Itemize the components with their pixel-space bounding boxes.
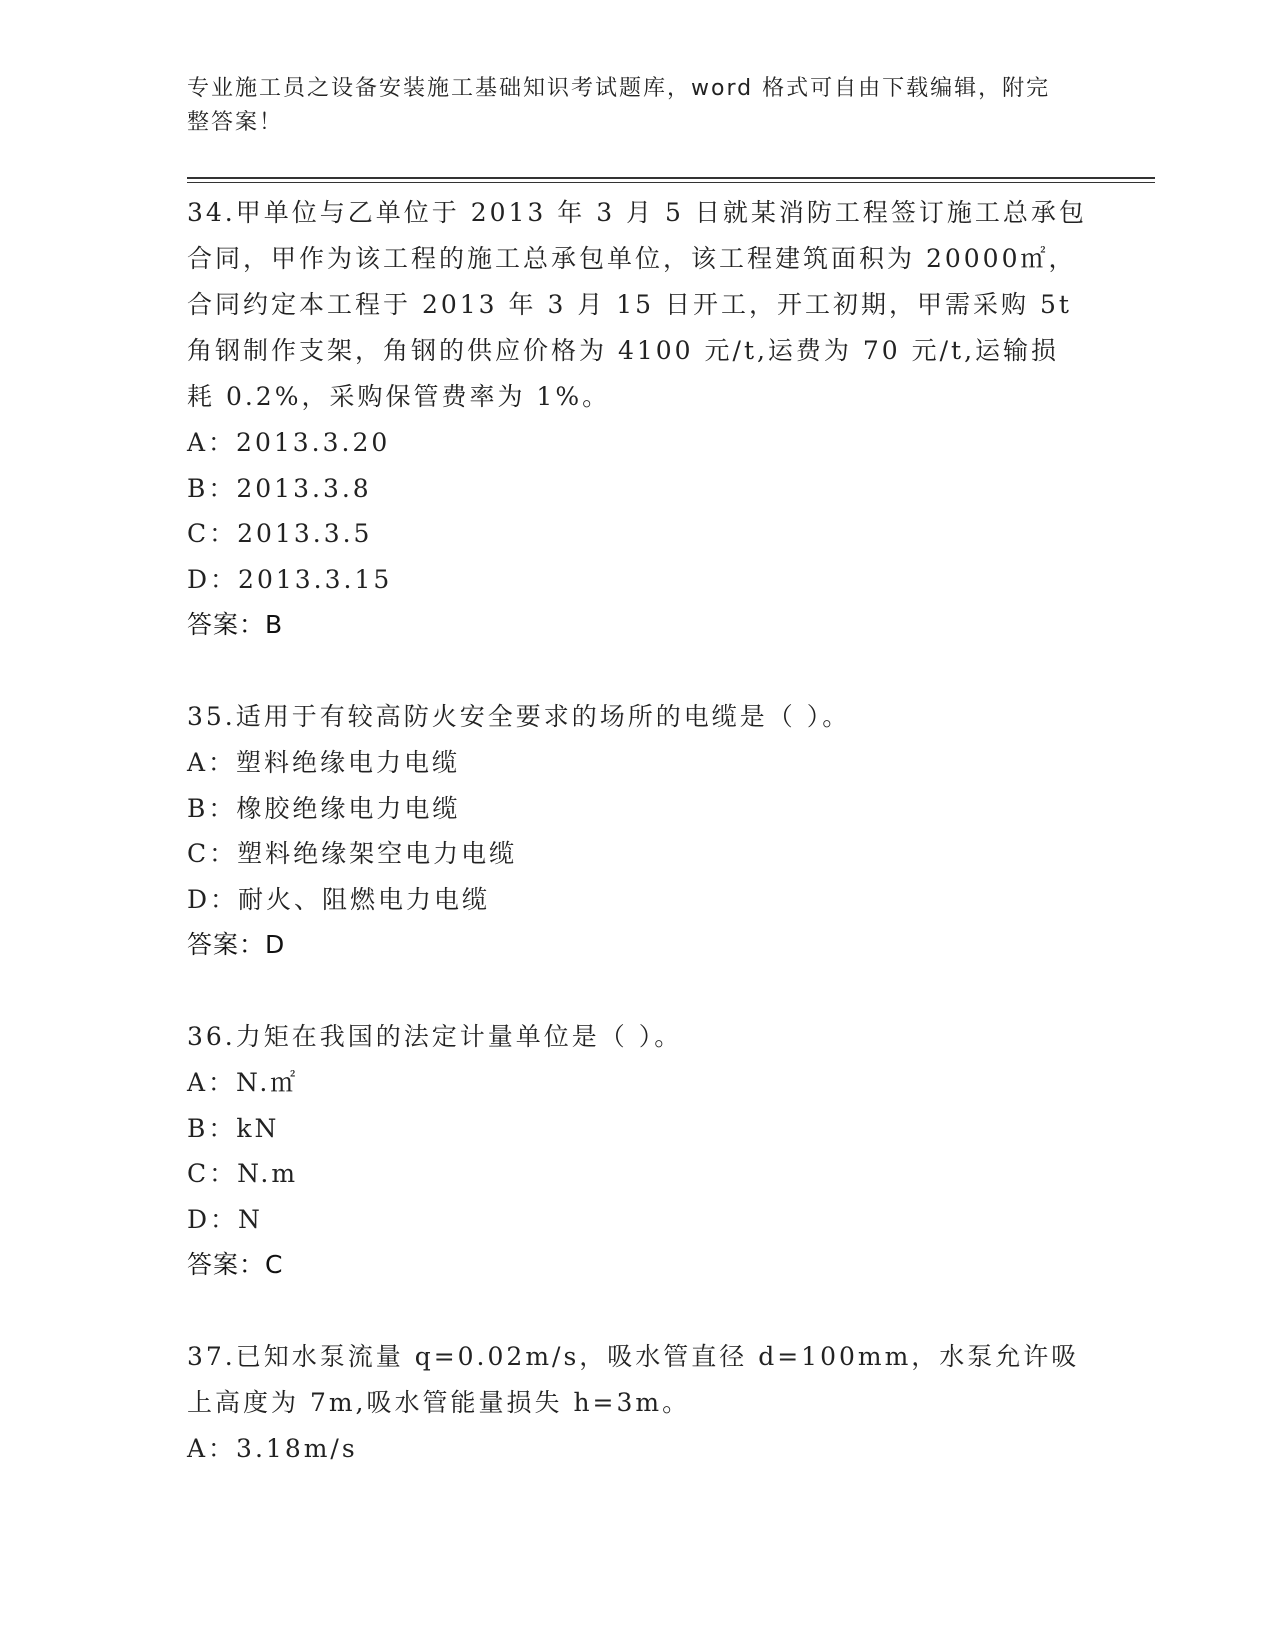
question-text: 34.甲单位与乙单位于 2013 年 3 月 5 日就某消防工程签订施工总承包合同，甲作为该工程的施工总承包单位，该工程建筑面积为 20000㎡，合同约定本工程于 2013 年 3 月 15 日开工，开工初期，甲需采购 5t 角钢制作支架，角钢的供应价格为 4100 元/t,运费为 70 元/t,运输损耗 0.2%，采购保管费率为 1%。: [187, 198, 1087, 411]
answer: 答案：B: [187, 610, 284, 639]
option-c: C：2013.3.5: [187, 519, 373, 548]
option-d: D：2013.3.15: [187, 564, 393, 594]
answer: 答案：D: [187, 930, 286, 959]
page-header: 专业施工员之设备安装施工基础知识考试题库，word 格式可自由下载编辑，附完整答案！: [187, 76, 1051, 135]
option-a: A：塑料绝缘电力电缆: [187, 748, 461, 777]
option-d: D：N: [187, 1204, 263, 1234]
answer: 答案：C: [187, 1250, 284, 1279]
option-a: A：3.18m/s: [187, 1434, 358, 1463]
option-a: A：N.㎡: [187, 1068, 299, 1097]
question-35: [187, 694, 1087, 968]
question-text: 36.力矩在我国的法定计量单位是（ ）。: [187, 1022, 683, 1051]
question-37: [187, 1334, 1087, 1472]
option-b: B：kN: [187, 1113, 280, 1143]
option-c: C：塑料绝缘架空电力电缆: [187, 839, 518, 868]
option-a: A：2013.3.20: [187, 428, 391, 457]
question-34: [187, 190, 1087, 648]
option-b: B：橡胶绝缘电力电缆: [187, 793, 461, 823]
option-d: D：耐火、阻燃电力电缆: [187, 884, 491, 914]
option-b: B：2013.3.8: [187, 473, 372, 503]
question-text: 35.适用于有较高防火安全要求的场所的电缆是（ ）。: [187, 702, 851, 731]
question-36: [187, 1014, 1087, 1288]
question-text: 37.已知水泵流量 q=0.02m/s，吸水管直径 d=100mm，水泵允许吸上高度为 7m,吸水管能量损失 h=3m。: [187, 1342, 1080, 1417]
option-c: C：N.m: [187, 1159, 299, 1188]
header-rule-thick: [187, 177, 1155, 179]
header-rule-thin: [187, 182, 1155, 183]
question-list: [187, 190, 1087, 1518]
